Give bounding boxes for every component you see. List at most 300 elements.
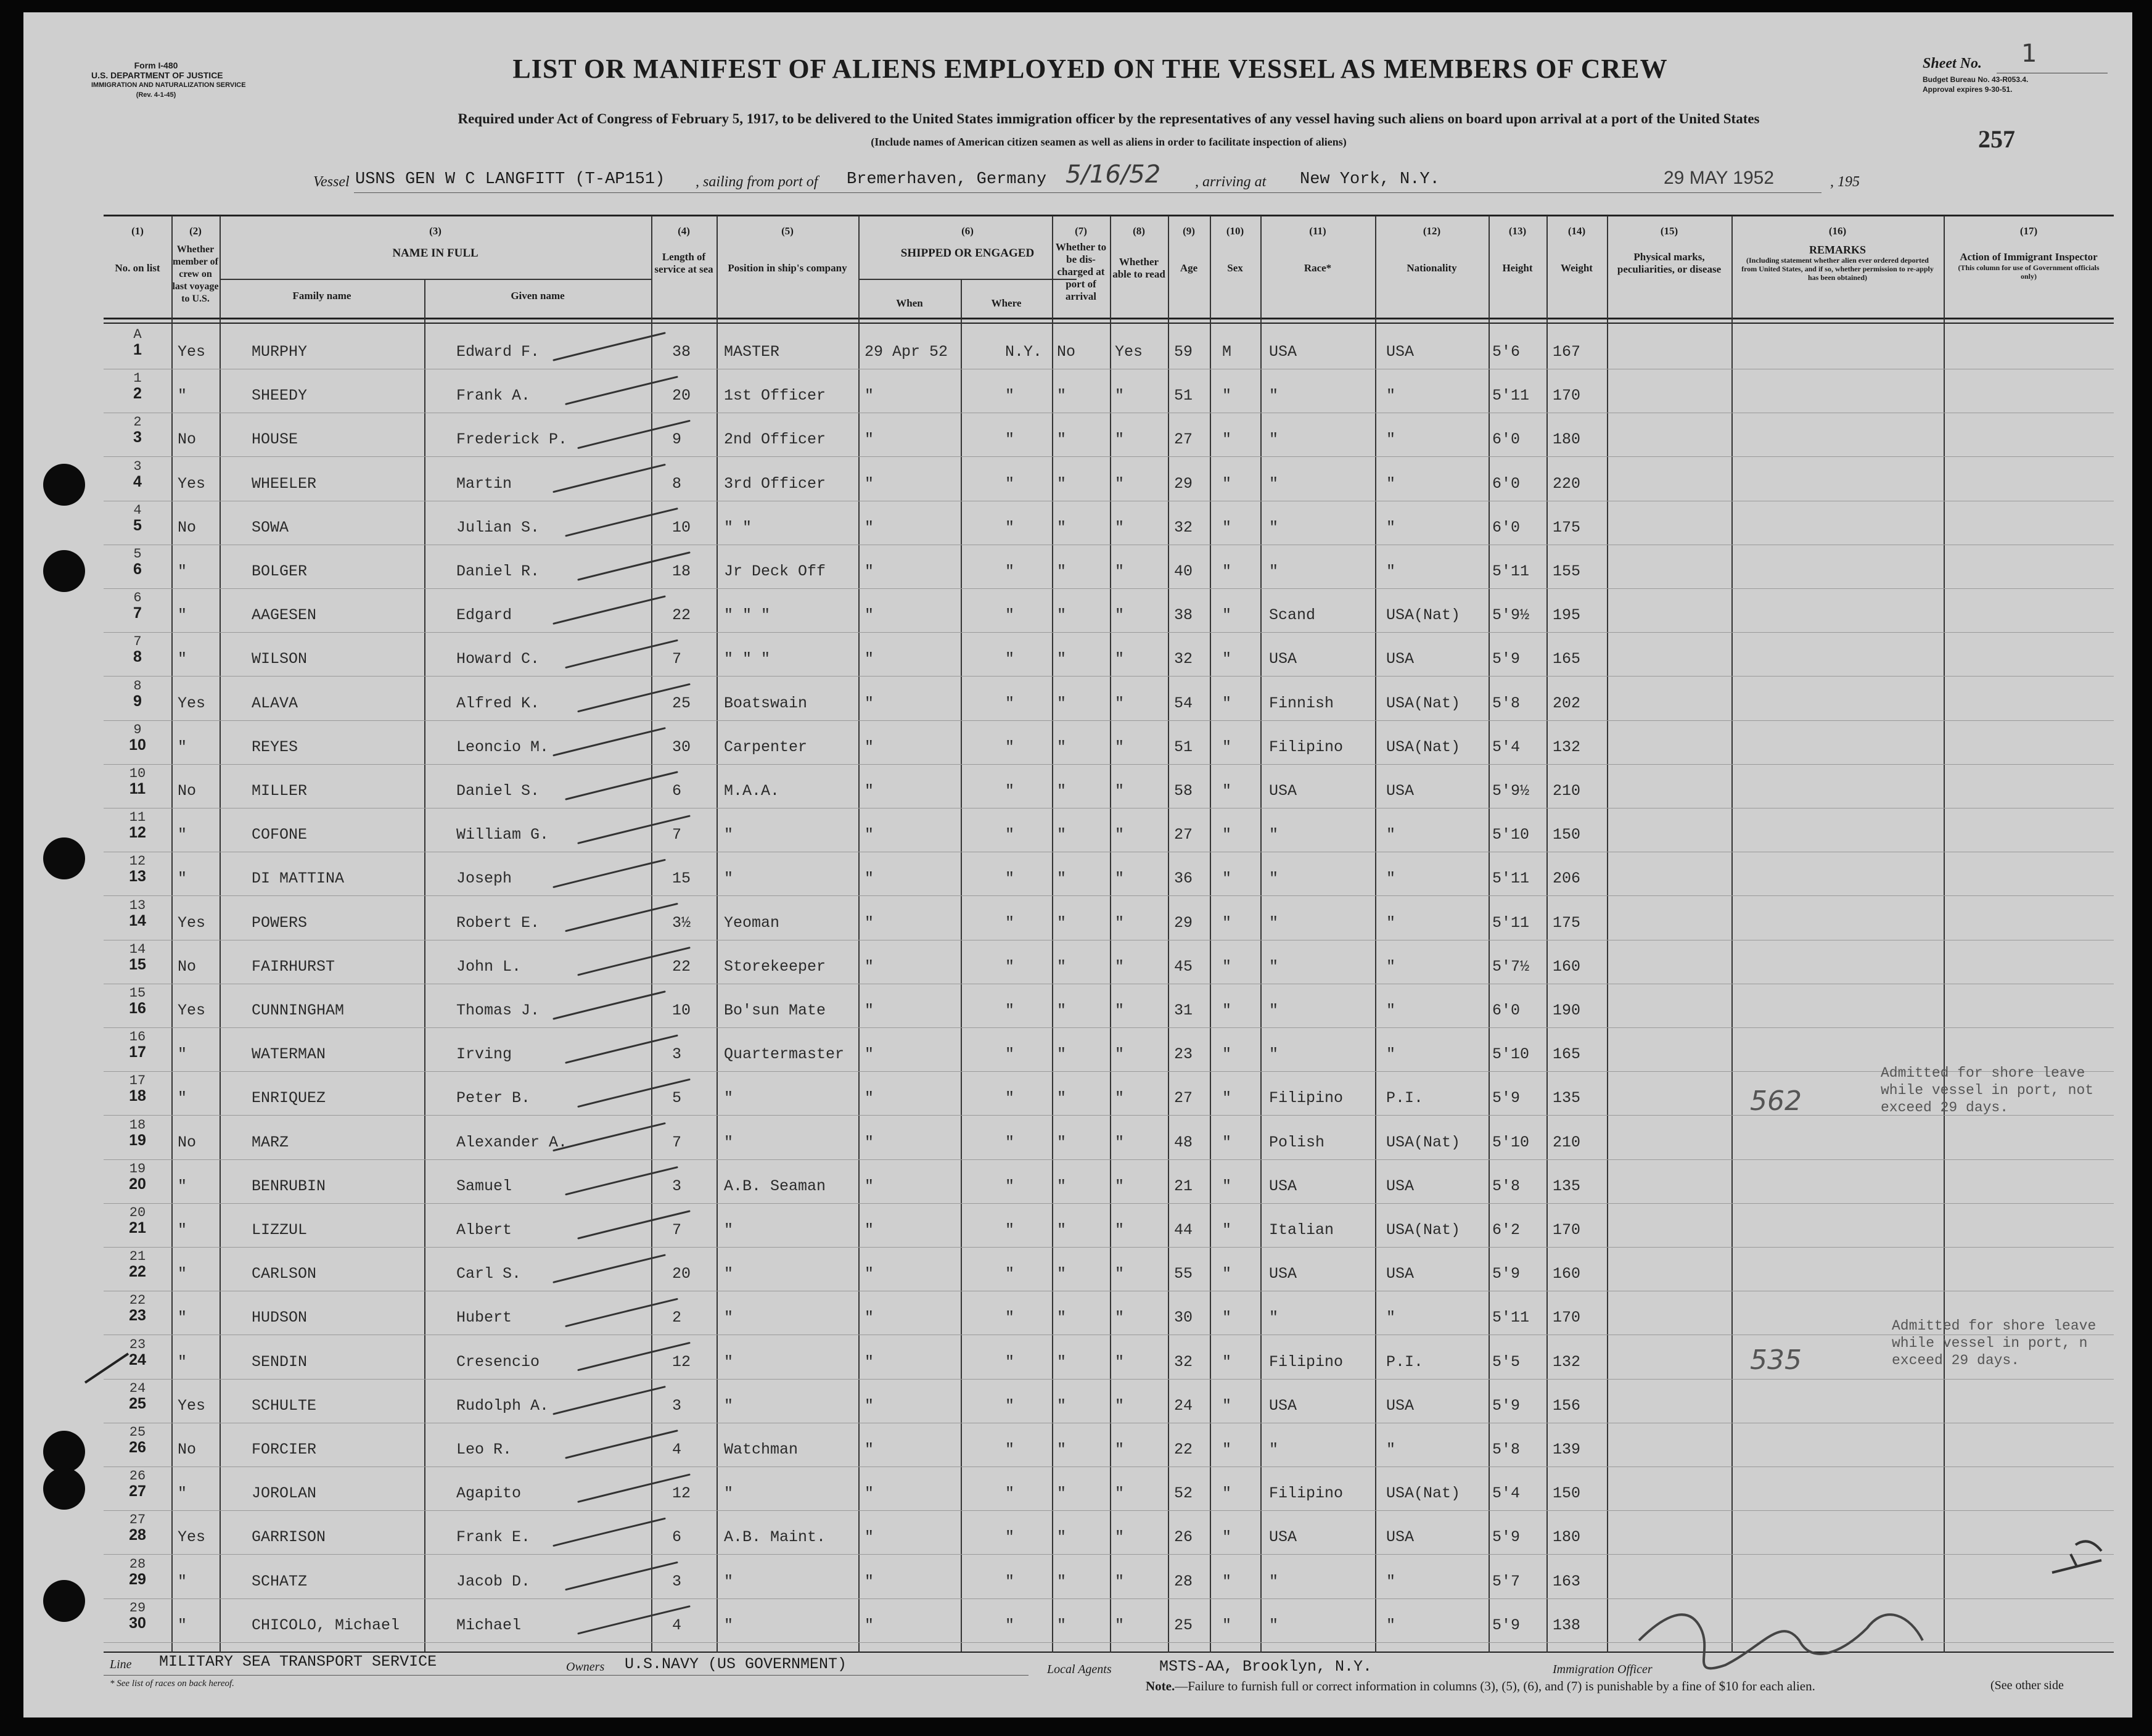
subtitle: Required under Act of Congress of February 5, 1917, to be delivered to the United States immigration officer by the representatives of any vessel having such aliens on board upon arrival at a port of the United States bbox=[458, 111, 1760, 126]
family-name-cell: HOUSE bbox=[252, 430, 298, 449]
height-cell: 5'4 bbox=[1492, 738, 1521, 756]
age-cell: 21 bbox=[1174, 1177, 1193, 1195]
service-length-cell: 20 bbox=[672, 387, 691, 405]
weight-cell: 170 bbox=[1553, 1221, 1581, 1239]
age-cell: 55 bbox=[1174, 1265, 1193, 1283]
nationality-cell: USA(Nat) bbox=[1386, 1221, 1461, 1239]
discharged-cell: " bbox=[1057, 1177, 1067, 1195]
sex-cell: " bbox=[1222, 1089, 1232, 1108]
nationality-cell: " bbox=[1386, 1045, 1396, 1064]
shipped-where-cell: " bbox=[1005, 1441, 1015, 1458]
list-number: 7 8 bbox=[133, 634, 142, 666]
nationality-cell: USA bbox=[1386, 1528, 1415, 1547]
shipped-where-cell: " bbox=[1005, 562, 1015, 580]
service-length-cell: 10 bbox=[672, 518, 691, 537]
service-length-cell: 25 bbox=[672, 694, 691, 712]
prev-voyage-cell: " bbox=[178, 606, 187, 625]
shipped-when-cell: " bbox=[864, 1396, 874, 1415]
weight-cell: 210 bbox=[1553, 1133, 1581, 1151]
shipped-where-cell: " bbox=[1005, 474, 1015, 493]
shipped-where-cell: " bbox=[1005, 650, 1015, 668]
nationality-cell: " bbox=[1386, 913, 1396, 932]
prev-voyage-cell: " bbox=[178, 1572, 187, 1590]
list-number: 15 16 bbox=[129, 985, 146, 1017]
able-to-read-cell: " bbox=[1115, 913, 1125, 932]
vessel-name: USNS GEN W C LANGFITT (T-AP151) bbox=[355, 170, 665, 189]
given-name-cell: Daniel R. bbox=[456, 562, 540, 580]
budget-bureau: Budget Bureau No. 43-R053.4. bbox=[1923, 75, 2029, 84]
list-number: 25 26 bbox=[129, 1425, 146, 1456]
nationality-cell: " bbox=[1386, 826, 1396, 844]
shipped-where-cell: N.Y. bbox=[1005, 343, 1043, 361]
col-7-header: (7) Whether to be dis-charged at port of arrival bbox=[1055, 225, 1107, 302]
race-cell: Polish bbox=[1269, 1133, 1325, 1151]
family-name-cell: FAIRHURST bbox=[252, 957, 335, 976]
position-cell: " bbox=[724, 1265, 734, 1283]
arrival-date-stamp: 29 MAY 1952 bbox=[1664, 168, 1775, 188]
tally-stroke bbox=[578, 553, 689, 580]
family-name-cell: WATERMAN bbox=[252, 1045, 326, 1064]
able-to-read-cell: " bbox=[1115, 1221, 1125, 1239]
weight-cell: 135 bbox=[1553, 1177, 1581, 1195]
owners-label: Owners bbox=[566, 1660, 605, 1674]
age-cell: 29 bbox=[1174, 474, 1193, 493]
shipped-where-cell: " bbox=[1005, 606, 1015, 625]
given-name-cell: Cresencio bbox=[456, 1352, 540, 1371]
race-cell: " bbox=[1269, 387, 1279, 405]
service-length-cell: 4 bbox=[672, 1616, 682, 1634]
height-cell: 5'8 bbox=[1492, 1177, 1521, 1195]
nationality-cell: " bbox=[1386, 1309, 1396, 1327]
prev-voyage-cell: " bbox=[178, 387, 187, 405]
shipped-when-cell: " bbox=[864, 1572, 874, 1590]
list-number: 17 18 bbox=[129, 1073, 146, 1105]
shipped-when-cell: 29 Apr 52 bbox=[864, 343, 948, 361]
family-name-cell: SCHULTE bbox=[252, 1396, 317, 1415]
service-length-cell: 7 bbox=[672, 650, 682, 668]
weight-cell: 180 bbox=[1553, 1528, 1581, 1547]
nationality-cell: USA bbox=[1386, 1177, 1415, 1195]
given-name-cell: Howard C. bbox=[456, 650, 540, 668]
height-cell: 5'8 bbox=[1492, 1441, 1521, 1458]
sex-cell: " bbox=[1222, 1002, 1232, 1019]
discharged-cell: " bbox=[1057, 474, 1067, 493]
shipped-where-cell: " bbox=[1005, 1572, 1015, 1590]
list-number: 12 13 bbox=[129, 854, 146, 886]
officer-label: Immigration Officer bbox=[1553, 1663, 1653, 1676]
position-cell: MASTER bbox=[724, 343, 780, 361]
tally-stroke bbox=[578, 816, 689, 843]
tally-stroke bbox=[578, 1079, 689, 1106]
list-number: 26 27 bbox=[129, 1468, 146, 1500]
tally-stroke bbox=[578, 1475, 689, 1502]
tally-stroke bbox=[554, 596, 665, 623]
height-cell: 6'0 bbox=[1492, 474, 1521, 493]
binder-hole bbox=[43, 550, 85, 592]
discharged-cell: " bbox=[1057, 1484, 1067, 1503]
agents-value: MSTS-AA, Brooklyn, N.Y. bbox=[1159, 1658, 1373, 1676]
able-to-read-cell: " bbox=[1115, 1572, 1125, 1590]
sex-cell: " bbox=[1222, 1133, 1232, 1151]
height-cell: 5'11 bbox=[1492, 1309, 1530, 1327]
list-number: 23 24 bbox=[129, 1336, 146, 1368]
shipped-when-cell: " bbox=[864, 562, 874, 580]
when-header: When bbox=[896, 297, 923, 309]
sex-cell: " bbox=[1222, 1572, 1232, 1590]
position-cell: " bbox=[724, 1133, 734, 1151]
discharged-cell: " bbox=[1057, 1002, 1067, 1019]
race-cell: USA bbox=[1269, 782, 1297, 800]
shipped-where-cell: " bbox=[1005, 738, 1015, 756]
shipped-when-cell: " bbox=[864, 606, 874, 625]
height-cell: 5'9 bbox=[1492, 1265, 1521, 1283]
sailing-from: Bremerhaven, Germany bbox=[847, 170, 1047, 189]
weight-cell: 160 bbox=[1553, 1265, 1581, 1283]
list-number: 2 3 bbox=[133, 414, 142, 446]
weight-cell: 150 bbox=[1553, 826, 1581, 844]
shipped-where-cell: " bbox=[1005, 1133, 1015, 1151]
given-name-cell: Agapito bbox=[456, 1484, 522, 1503]
height-cell: 5'9 bbox=[1492, 1396, 1521, 1415]
tally-stroke bbox=[566, 904, 677, 931]
able-to-read-cell: " bbox=[1115, 1616, 1125, 1634]
service-length-cell: 6 bbox=[672, 1528, 682, 1547]
height-cell: 5'6 bbox=[1492, 343, 1521, 361]
discharged-cell: " bbox=[1057, 562, 1067, 580]
discharged-cell: " bbox=[1057, 1441, 1067, 1458]
age-cell: 25 bbox=[1174, 1616, 1193, 1634]
service-length-cell: 38 bbox=[672, 343, 691, 361]
discharged-cell: " bbox=[1057, 387, 1067, 405]
service-length-cell: 22 bbox=[672, 606, 691, 625]
prev-voyage-cell: " bbox=[178, 562, 187, 580]
pen-strokes bbox=[23, 12, 2132, 1717]
tally-stroke bbox=[566, 377, 677, 404]
able-to-read-cell: " bbox=[1115, 1528, 1125, 1547]
shipped-when-cell: " bbox=[864, 1002, 874, 1019]
sex-cell: " bbox=[1222, 738, 1232, 756]
position-cell: 3rd Officer bbox=[724, 474, 826, 493]
list-number: 24 25 bbox=[129, 1380, 146, 1412]
able-to-read-cell: " bbox=[1115, 694, 1125, 712]
age-cell: 27 bbox=[1174, 1089, 1193, 1108]
service-length-cell: 30 bbox=[672, 738, 691, 756]
family-name-cell: CARLSON bbox=[252, 1265, 317, 1283]
height-cell: 5'7 bbox=[1492, 1572, 1521, 1590]
height-cell: 5'9½ bbox=[1492, 606, 1530, 625]
shipped-when-cell: " bbox=[864, 1221, 874, 1239]
position-cell: Boatswain bbox=[724, 694, 808, 712]
service-length-cell: 2 bbox=[672, 1309, 682, 1327]
form-number: Form I-480 bbox=[134, 60, 178, 70]
age-cell: 31 bbox=[1174, 1002, 1193, 1019]
given-name-cell: Thomas J. bbox=[456, 1002, 540, 1019]
given-name-cell: Robert E. bbox=[456, 913, 540, 932]
weight-cell: 210 bbox=[1553, 782, 1581, 800]
able-to-read-cell: " bbox=[1115, 430, 1125, 449]
service-length-cell: 22 bbox=[672, 957, 691, 976]
sex-cell: " bbox=[1222, 1396, 1232, 1415]
family-name-cell: AAGESEN bbox=[252, 606, 317, 625]
arriving-at: New York, N.Y. bbox=[1300, 170, 1440, 189]
sex-cell: " bbox=[1222, 1309, 1232, 1327]
service-length-cell: 12 bbox=[672, 1352, 691, 1371]
height-cell: 5'11 bbox=[1492, 870, 1530, 888]
family-name-cell: GARRISON bbox=[252, 1528, 326, 1547]
able-to-read-cell: " bbox=[1115, 870, 1125, 888]
nationality-cell: " bbox=[1386, 430, 1396, 449]
tally-stroke bbox=[554, 1387, 665, 1414]
race-cell: " bbox=[1269, 1309, 1279, 1327]
height-cell: 5'7½ bbox=[1492, 957, 1530, 976]
shipped-where-cell: " bbox=[1005, 870, 1015, 888]
tally-stroke bbox=[566, 509, 677, 536]
nationality-cell: " bbox=[1386, 957, 1396, 976]
able-to-read-cell: " bbox=[1115, 1352, 1125, 1371]
revision: (Rev. 4-1-45) bbox=[136, 91, 176, 99]
service-length-cell: 3 bbox=[672, 1177, 682, 1195]
prev-voyage-cell: " bbox=[178, 1089, 187, 1108]
prev-voyage-cell: No bbox=[178, 518, 197, 537]
shipped-when-cell: " bbox=[864, 1441, 874, 1458]
nationality-cell: P.I. bbox=[1386, 1089, 1424, 1108]
shipped-where-cell: " bbox=[1005, 1352, 1015, 1371]
able-to-read-cell: Yes bbox=[1115, 343, 1143, 361]
tally-stroke bbox=[578, 948, 689, 975]
shipped-when-cell: " bbox=[864, 430, 874, 449]
service-length-cell: 5 bbox=[672, 1089, 682, 1108]
height-cell: 6'0 bbox=[1492, 430, 1521, 449]
service-length-cell: 8 bbox=[672, 474, 682, 493]
weight-cell: 167 bbox=[1553, 343, 1581, 361]
service-name: IMMIGRATION AND NATURALIZATION SERVICE bbox=[91, 81, 246, 89]
tally-stroke bbox=[566, 1431, 677, 1458]
nationality-cell: USA bbox=[1386, 1396, 1415, 1415]
shipped-when-cell: " bbox=[864, 1133, 874, 1151]
weight-cell: 150 bbox=[1553, 1484, 1581, 1503]
shipped-where-cell: " bbox=[1005, 1484, 1015, 1503]
tally-stroke bbox=[578, 1343, 689, 1370]
able-to-read-cell: " bbox=[1115, 1089, 1125, 1108]
approval-expiry: Approval expires 9-30-51. bbox=[1923, 85, 2013, 94]
family-name-cell: DI MATTINA bbox=[252, 870, 345, 888]
race-cell: Filipino bbox=[1269, 738, 1344, 756]
list-number: 28 29 bbox=[129, 1556, 146, 1588]
shipped-where-cell: " bbox=[1005, 782, 1015, 800]
sheet-label: Sheet No. bbox=[1923, 56, 1982, 72]
tally-stroke bbox=[566, 1563, 677, 1590]
nationality-cell: " bbox=[1386, 1441, 1396, 1458]
age-cell: 48 bbox=[1174, 1133, 1193, 1151]
sex-cell: " bbox=[1222, 1177, 1232, 1195]
service-length-cell: 20 bbox=[672, 1265, 691, 1283]
footer-note: Note.—Failure to furnish full or correct information in columns (3), (5), (6), and (7) is punishable by a fine of $10 for each alien. bbox=[1146, 1679, 1815, 1693]
list-number: A 1 bbox=[133, 327, 142, 358]
race-cell: " bbox=[1269, 430, 1279, 449]
arriving-label: , arriving at bbox=[1195, 174, 1267, 190]
weight-cell: 190 bbox=[1553, 1002, 1581, 1019]
given-name-cell: Samuel bbox=[456, 1177, 512, 1195]
position-cell: Yeoman bbox=[724, 913, 780, 932]
discharged-cell: " bbox=[1057, 1528, 1067, 1547]
age-cell: 32 bbox=[1174, 518, 1193, 537]
position-cell: " " " bbox=[724, 650, 771, 668]
race-cell: USA bbox=[1269, 343, 1297, 361]
given-name-cell: Daniel S. bbox=[456, 782, 540, 800]
weight-cell: 175 bbox=[1553, 913, 1581, 932]
list-number: 6 7 bbox=[133, 590, 142, 622]
nationality-cell: USA(Nat) bbox=[1386, 738, 1461, 756]
prev-voyage-cell: " bbox=[178, 1045, 187, 1064]
age-cell: 30 bbox=[1174, 1309, 1193, 1327]
shipped-where-cell: " bbox=[1005, 1396, 1015, 1415]
service-length-cell: 9 bbox=[672, 430, 682, 449]
list-number: 9 10 bbox=[129, 722, 146, 754]
prev-voyage-cell: " bbox=[178, 738, 187, 756]
given-name-cell: Frank A. bbox=[456, 387, 531, 405]
race-cell: Scand bbox=[1269, 606, 1316, 625]
list-number: 14 15 bbox=[129, 941, 146, 973]
race-cell: Filipino bbox=[1269, 1484, 1344, 1503]
height-cell: 5'11 bbox=[1492, 562, 1530, 580]
prev-voyage-cell: " bbox=[178, 1221, 187, 1239]
given-name-cell: Edward F. bbox=[456, 343, 540, 361]
given-name-cell: Frank E. bbox=[456, 1528, 531, 1547]
col-17-header: (17) Action of Immigrant Inspector (This column for use of Government officials only) bbox=[1958, 225, 2100, 281]
prev-voyage-cell: Yes bbox=[178, 343, 206, 361]
weight-cell: 170 bbox=[1553, 1309, 1581, 1327]
tally-stroke bbox=[578, 1211, 689, 1238]
list-number: 16 17 bbox=[129, 1029, 146, 1061]
prev-voyage-cell: " bbox=[178, 1265, 187, 1283]
sailing-label: , sailing from port of bbox=[696, 174, 818, 190]
col-11-header: (11) Race* bbox=[1304, 225, 1332, 274]
discharged-cell: " bbox=[1057, 1572, 1067, 1590]
family-name-cell: WHEELER bbox=[252, 474, 317, 493]
age-cell: 22 bbox=[1174, 1441, 1193, 1458]
tally-stroke bbox=[566, 772, 677, 799]
nationality-cell: " bbox=[1386, 1572, 1396, 1590]
discharged-cell: No bbox=[1057, 343, 1076, 361]
nationality-cell: USA(Nat) bbox=[1386, 606, 1461, 625]
service-length-cell: 12 bbox=[672, 1484, 691, 1503]
height-cell: 5'5 bbox=[1492, 1352, 1521, 1371]
weight-cell: 220 bbox=[1553, 474, 1581, 493]
page-title: LIST OR MANIFEST OF ALIENS EMPLOYED ON THE VESSEL AS MEMBERS OF CREW bbox=[512, 54, 1668, 84]
department: U.S. DEPARTMENT OF JUSTICE bbox=[91, 70, 223, 80]
age-cell: 32 bbox=[1174, 650, 1193, 668]
race-cell: " bbox=[1269, 1616, 1279, 1634]
discharged-cell: " bbox=[1057, 1309, 1067, 1327]
sex-cell: " bbox=[1222, 913, 1232, 932]
age-cell: 45 bbox=[1174, 957, 1193, 976]
position-cell: " bbox=[724, 826, 734, 844]
discharged-cell: " bbox=[1057, 606, 1067, 625]
prev-voyage-cell: No bbox=[178, 1441, 197, 1458]
nationality-cell: " bbox=[1386, 1002, 1396, 1019]
weight-cell: 132 bbox=[1553, 738, 1581, 756]
age-cell: 51 bbox=[1174, 738, 1193, 756]
race-cell: USA bbox=[1269, 1396, 1297, 1415]
sex-cell: " bbox=[1222, 1484, 1232, 1503]
sex-cell: " bbox=[1222, 518, 1232, 537]
shipped-when-cell: " bbox=[864, 870, 874, 888]
family-name-cell: MURPHY bbox=[252, 343, 308, 361]
able-to-read-cell: " bbox=[1115, 650, 1125, 668]
sex-cell: " bbox=[1222, 1441, 1232, 1458]
age-cell: 59 bbox=[1174, 343, 1193, 361]
list-number: 27 28 bbox=[129, 1512, 146, 1544]
race-cell: USA bbox=[1269, 1528, 1297, 1547]
able-to-read-cell: " bbox=[1115, 1484, 1125, 1503]
list-number: 1 2 bbox=[133, 371, 142, 403]
given-name-cell: Julian S. bbox=[456, 518, 540, 537]
height-cell: 5'4 bbox=[1492, 1484, 1521, 1503]
height-cell: 5'9½ bbox=[1492, 782, 1530, 800]
race-cell: Filipino bbox=[1269, 1089, 1344, 1108]
shipped-when-cell: " bbox=[864, 782, 874, 800]
given-name-cell: Leo R. bbox=[456, 1441, 512, 1458]
family-name-cell: ALAVA bbox=[252, 694, 298, 712]
shipped-when-cell: " bbox=[864, 913, 874, 932]
shipped-where-cell: " bbox=[1005, 1177, 1015, 1195]
position-cell: M.A.A. bbox=[724, 782, 780, 800]
able-to-read-cell: " bbox=[1115, 562, 1125, 580]
service-length-cell: 18 bbox=[672, 562, 691, 580]
given-name-cell: Joseph bbox=[456, 870, 512, 888]
nationality-cell: " bbox=[1386, 870, 1396, 888]
given-name-cell: Peter B. bbox=[456, 1089, 531, 1108]
shipped-where-cell: " bbox=[1005, 1002, 1015, 1019]
sheet-number: 1 bbox=[2021, 39, 2037, 68]
race-cell: " bbox=[1269, 518, 1279, 537]
family-name-cell: SCHATZ bbox=[252, 1572, 308, 1590]
shipped-where-cell: " bbox=[1005, 1309, 1015, 1327]
tally-stroke bbox=[566, 640, 677, 667]
race-cell: " bbox=[1269, 913, 1279, 932]
sex-cell: " bbox=[1222, 870, 1232, 888]
tally-stroke bbox=[566, 1167, 677, 1195]
tally-stroke bbox=[566, 1035, 677, 1063]
family-name-cell: BENRUBIN bbox=[252, 1177, 326, 1195]
col-13-header: (13) Height bbox=[1502, 225, 1533, 274]
able-to-read-cell: " bbox=[1115, 1002, 1125, 1019]
tally-stroke bbox=[566, 1299, 677, 1326]
able-to-read-cell: " bbox=[1115, 1177, 1125, 1195]
list-number: 10 11 bbox=[129, 766, 146, 797]
margin-stroke bbox=[85, 1354, 128, 1383]
age-cell: 51 bbox=[1174, 387, 1193, 405]
weight-cell: 202 bbox=[1553, 694, 1581, 712]
service-length-cell: 15 bbox=[672, 870, 691, 888]
age-cell: 24 bbox=[1174, 1396, 1193, 1415]
position-cell: 2nd Officer bbox=[724, 430, 826, 449]
family-name-cell: SOWA bbox=[252, 518, 289, 537]
sex-cell: " bbox=[1222, 1221, 1232, 1239]
weight-cell: 175 bbox=[1553, 518, 1581, 537]
family-name-cell: BOLGER bbox=[252, 562, 308, 580]
race-cell: Italian bbox=[1269, 1221, 1334, 1239]
sex-cell: " bbox=[1222, 562, 1232, 580]
nationality-cell: " bbox=[1386, 518, 1396, 537]
race-cell: " bbox=[1269, 1572, 1279, 1590]
race-cell: " bbox=[1269, 870, 1279, 888]
age-cell: 52 bbox=[1174, 1484, 1193, 1503]
owners-value: U.S.NAVY (US GOVERNMENT) bbox=[625, 1655, 847, 1673]
race-cell: Finnish bbox=[1269, 694, 1334, 712]
height-cell: 5'11 bbox=[1492, 913, 1530, 932]
position-cell: " bbox=[724, 1616, 734, 1634]
